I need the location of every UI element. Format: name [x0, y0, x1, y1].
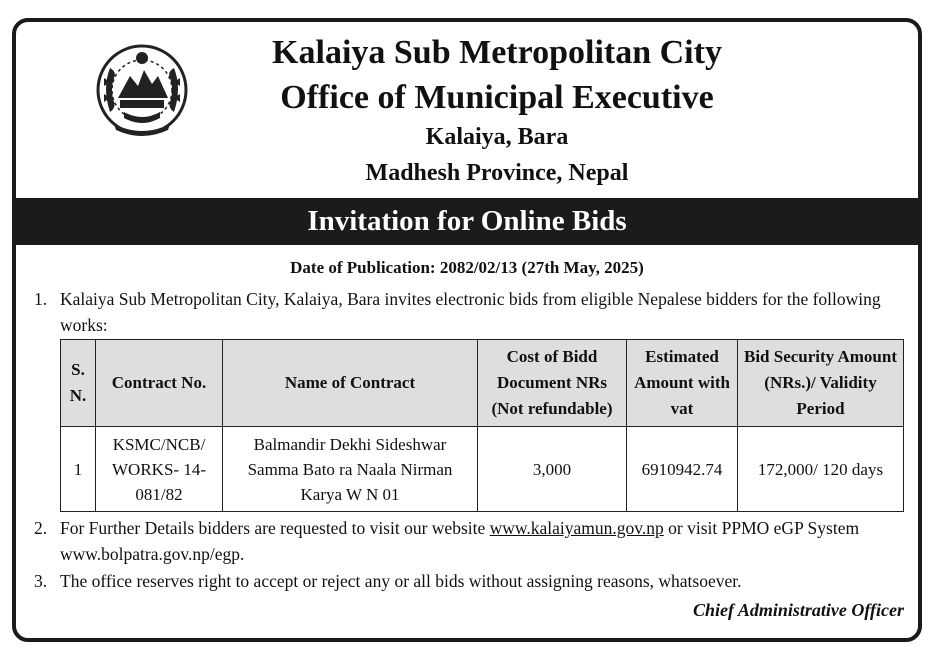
header-sn: S. N.	[61, 340, 96, 427]
header-estimate: Estimated Amount with vat	[627, 340, 738, 427]
website-link[interactable]: www.kalaiyamun.gov.np	[489, 518, 664, 538]
header-cost: Cost of Bidd Document NRs (Not refundable)	[478, 340, 627, 427]
office-name: Office of Municipal Executive	[280, 79, 714, 116]
paragraph-text: Kalaiya Sub Metropolitan City, Kalaiya, Bara invites electronic bids from eligible Nepalese bidders for the following works:	[60, 289, 881, 335]
cell-sn: 1	[61, 427, 96, 512]
paragraph-text: The office reserves right to accept or reject any or all bids without assigning reasons, whatsoever.	[60, 571, 742, 591]
org-name: Kalaiya Sub Metropolitan City	[272, 34, 722, 71]
cell-contract-name: Balmandir Dekhi Sideshwar Samma Bato ra Naala Nirman Karya W N 01	[223, 427, 478, 512]
header-contract-no: Contract No.	[96, 340, 223, 427]
publication-date: Date of Publication: 2082/02/13 (27th May, 2025)	[290, 258, 644, 277]
location: Kalaiya, Bara	[425, 124, 569, 150]
paragraph-number: 1.	[34, 289, 48, 309]
cell-estimate: 6910942.74	[627, 427, 738, 512]
header-bid-security: Bid Security Amount (NRs.)/ Validity Period	[738, 340, 904, 427]
text-before-link: For Further Details bidders are requested to visit our website	[60, 518, 490, 538]
notice-frame	[12, 18, 922, 642]
paragraph-number: 3.	[34, 571, 48, 591]
cell-cost: 3,000	[478, 427, 627, 512]
table-row	[61, 427, 904, 512]
paragraph-3	[34, 568, 910, 594]
table-header-row	[61, 340, 904, 427]
bids-table	[60, 339, 904, 512]
cell-contract-no: KSMC/NCB/ WORKS- 14- 081/82	[96, 427, 223, 512]
text-after-link: or visit PPMO eGP System www.bolpatra.gov.np/egp.	[60, 518, 860, 564]
paragraph-number: 2.	[34, 518, 48, 538]
signature: Chief Administrative Officer	[693, 600, 904, 620]
paragraph-1	[34, 286, 894, 338]
header-contract-name: Name of Contract	[223, 340, 478, 427]
cell-bid-security: 172,000/ 120 days	[738, 427, 904, 512]
paragraph-2	[34, 515, 910, 567]
banner-title: Invitation for Online Bids	[16, 198, 918, 245]
paragraph-text	[60, 515, 910, 567]
province: Madhesh Province, Nepal	[365, 160, 629, 186]
